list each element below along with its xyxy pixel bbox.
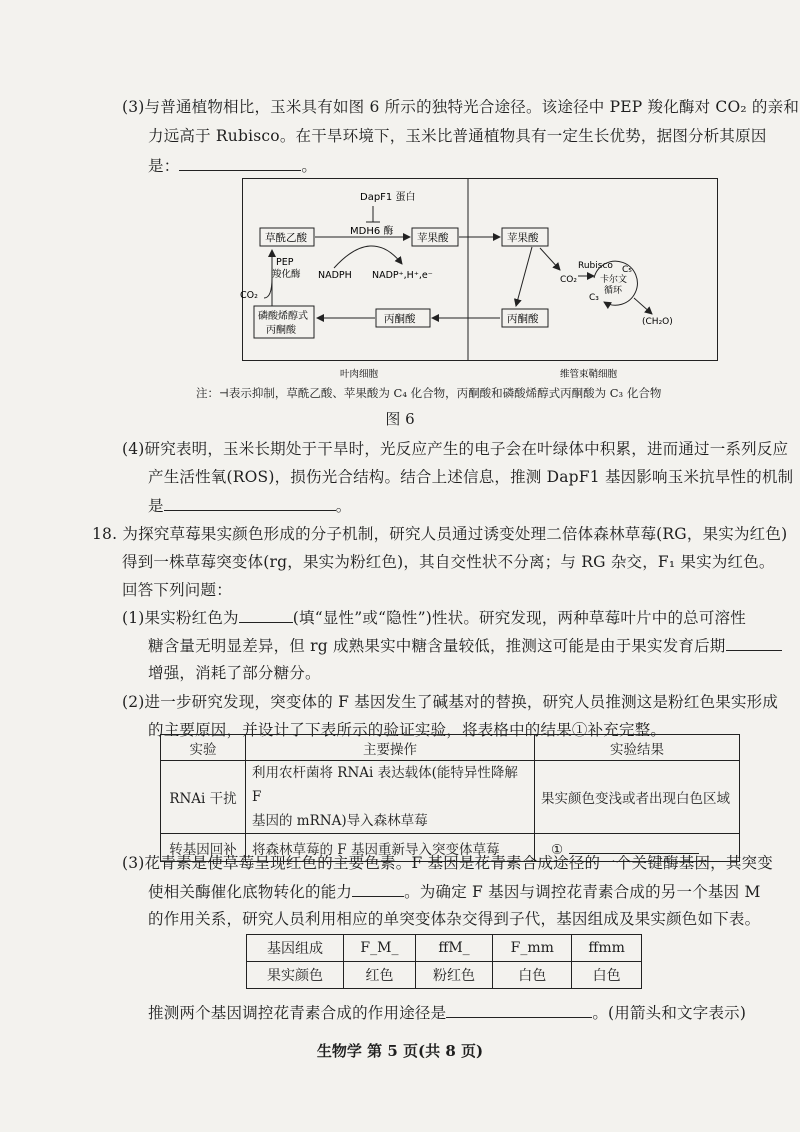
figure-note: 注：⊣表示抑制，草酰乙酸、苹果酸为 C₄ 化合物，丙酮酸和磷酸烯醇式丙酮酸为 C₃ 化合物 [196, 386, 662, 400]
c4-pathway-svg [242, 178, 718, 380]
q18-p3-line2: 使相关酶催化底物转化的能力 。为确定 F 基因与调控花青素合成的另一个基因 M [148, 880, 761, 903]
co2-right-label: CO₂ [560, 275, 577, 285]
table-cell: ffmm [572, 935, 642, 962]
q3-line1: (3)与普通植物相比，玉米具有如图 6 所示的独特光合途径。该途径中 PEP 羧化酶对 CO₂ 的亲和 [122, 98, 800, 116]
q18-p2-line2: 的主要原因，并设计了下表所示的验证实验，将表格中的结果①补充完整。 [148, 721, 667, 739]
q18-p1-line1: (1)果实粉红色为 (填“显性”或“隐性”)性状。研究发现，两种草莓叶片中的总可溶性 [122, 606, 746, 629]
figure-caption: 图 6 [385, 410, 415, 428]
q3-line2: 力远高于 Rubisco。在干旱环境下，玉米比普通植物具有一定生长优势，据图分析其原因 [148, 127, 767, 145]
c3-label: C₃ [589, 293, 599, 303]
answer-blank[interactable] [726, 634, 782, 651]
table-cell: F_M_ [344, 935, 416, 962]
dapf1-label: DapF1 蛋白 [360, 192, 416, 203]
table-cell: RNAi 干扰 [161, 761, 246, 834]
arrow-malate-pyruvate [516, 247, 532, 306]
rubisco-label: Rubisco [578, 261, 613, 271]
pep-box-line1: 磷酸烯醇式 [258, 311, 308, 322]
bundle-sheath-label: 维管束鞘细胞 [560, 369, 618, 380]
nadp-label: NADP⁺,H⁺,e⁻ [372, 270, 433, 281]
table-cell-line: 利用农杆菌将 RNAi 表达载体(能特异性降解 F [252, 765, 518, 805]
q18-p3-line3: 的作用关系，研究人员利用相应的单突变体杂交得到子代，基因组成及果实颜色如下表。 [148, 910, 761, 928]
q18-p3-line1: (3)花青素是使草莓呈现红色的主要色素。F 基因是花青素合成途径的一个关键酶基因，其突变 [122, 854, 773, 872]
arrow-calvin-ch2o [634, 298, 652, 314]
co2-join-line [264, 278, 272, 298]
ch2o-label: (CH₂O) [642, 317, 673, 327]
table-cell: ffM_ [415, 935, 492, 962]
answer-blank[interactable] [446, 1001, 592, 1018]
table-header: 实验 [161, 735, 246, 761]
genotype-table [246, 934, 642, 989]
table-cell: F_mm [493, 935, 572, 962]
table-cell-line: 基因的 mRNA)导入森林草莓 [252, 813, 428, 829]
oxaloacetate-label: 草酰乙酸 [265, 232, 307, 244]
calvin-label-1: 卡尔文 [600, 275, 628, 285]
table-cell: 白色 [572, 962, 642, 989]
pep-label: PEP [276, 257, 294, 268]
answer-blank[interactable] [179, 154, 301, 171]
q4-line1: (4)研究表明，玉米长期处于干旱时，光反应产生的电子会在叶绿体中积累，进而通过一系列反应 [122, 440, 789, 458]
answer-blank[interactable] [164, 494, 336, 511]
table-cell [246, 761, 535, 834]
mdh6-label: MDH6 酶 [350, 226, 394, 237]
pyruvate-label-right: 丙酮酸 [507, 313, 539, 325]
table-cell: 果实颜色 [247, 962, 344, 989]
calvin-label-2: 循环 [604, 286, 623, 296]
q18-intro3: 回答下列问题： [122, 581, 232, 599]
pep-box-line2: 丙酮酸 [266, 325, 296, 336]
answer-blank[interactable] [352, 880, 404, 897]
q18-intro1: 18. 为探究草莓果实颜色形成的分子机制，研究人员通过诱变处理二倍体森林草莓(RG，果实为红色) [92, 525, 788, 543]
experiment-table [160, 734, 740, 862]
table-header: 主要操作 [246, 735, 535, 761]
table-cell: 果实颜色变浅或者出现白色区域 [535, 761, 740, 834]
table-cell: 基因组成 [247, 935, 344, 962]
mesophyll-cell-label: 叶肉细胞 [340, 369, 379, 380]
malate-label-right: 苹果酸 [507, 232, 539, 244]
q18-p3-last: 推测两个基因调控花青素合成的作用途径是 。(用箭头和文字表示) [148, 1001, 746, 1024]
table-cell: ① [535, 834, 740, 862]
q18-intro2: 得到一株草莓突变体(rg，果实为粉红色)，其自交性状不分离；与 RG 杂交，F₁ 果实为红色。 [122, 553, 775, 571]
c5-label: C₅ [622, 265, 632, 275]
table-cell: 红色 [344, 962, 416, 989]
q3-line3: 是： 。 [148, 154, 317, 177]
nadph-curve [334, 246, 402, 268]
table-header: 实验结果 [535, 735, 740, 761]
table-cell: 白色 [493, 962, 572, 989]
q18-p1-line3: 增强，消耗了部分糖分。 [148, 664, 321, 682]
q18-p2-line1: (2)进一步研究发现，突变体的 F 基因发生了碱基对的替换，研究人员推测这是粉红色果实形成 [122, 693, 779, 711]
table-cell: 转基因回补 [161, 834, 246, 862]
table-cell: 将森林草莓的 F 基因重新导入突变体草莓 [246, 834, 535, 862]
co2-left-label: CO₂ [240, 290, 258, 301]
table-cell: 粉红色 [415, 962, 492, 989]
nadph-label: NADPH [318, 270, 352, 281]
q18-p1-line2: 糖含量无明显差异，但 rg 成熟果实中糖含量较低，推测这可能是由于果实发育后期 [148, 634, 782, 657]
pyruvate-label-mid: 丙酮酸 [384, 313, 416, 325]
q4-line2: 产生活性氧(ROS)，损伤光合结构。结合上述信息，推测 DapF1 基因影响玉米抗旱性的机制 [148, 468, 794, 486]
page-footer: 生物学 第 5 页(共 8 页) [316, 1042, 484, 1060]
arrow-malate-co2 [540, 248, 560, 270]
carboxylase-label: 羧化酶 [272, 269, 301, 280]
answer-blank[interactable] [239, 606, 293, 623]
q4-line3: 是 。 [148, 494, 351, 517]
malate-label-left: 苹果酸 [417, 232, 449, 244]
figure-6-diagram [242, 178, 718, 380]
